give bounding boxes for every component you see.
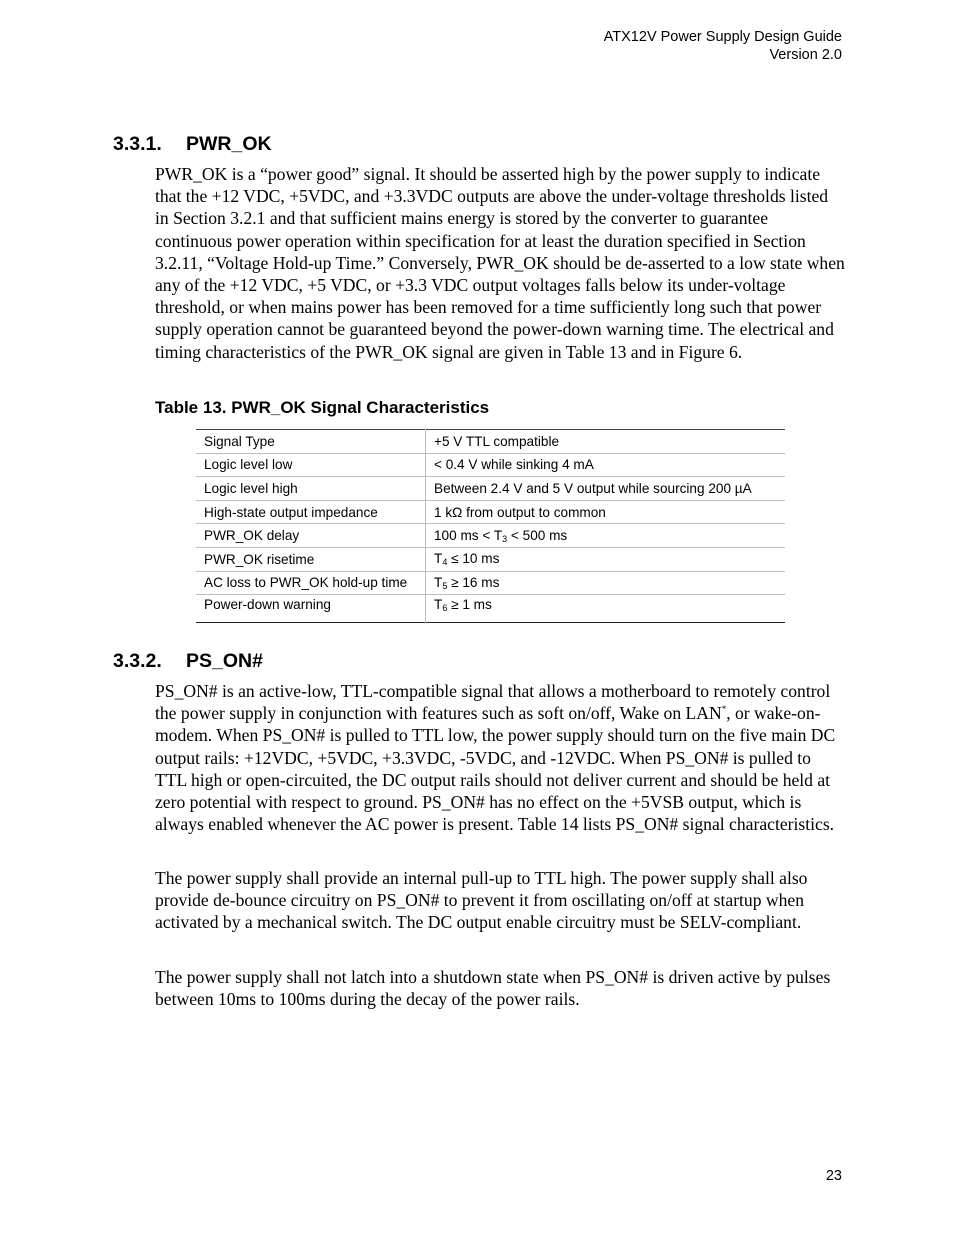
value-text: T [434, 597, 443, 613]
ps-on-paragraph-1 [155, 680, 845, 835]
value-text: ≥ 16 ms [447, 574, 500, 590]
section-number: 3.3.1. [113, 133, 162, 155]
value-text: ≥ 1 ms [447, 597, 492, 613]
value-subscript: 3 [502, 533, 508, 544]
row-label: Signal Type [196, 430, 426, 454]
row-label: PWR_OK delay [196, 524, 426, 548]
row-value: 1 kΩ from output to common [426, 500, 786, 524]
pwr-ok-paragraph: PWR_OK is a “power good” signal. It should be asserted high by the power supply to indicate that the +12 VDC, +5VDC, and +3.3VDC outputs are above the under-voltage thresholds listed in Section 3.2.1 and that sufficient mains energy is stored by the converter to guarantee continuous power operation within specification for at least the duration specified in Section 3.2.11, “Voltage Hold-up Time.” Conversely, PWR_OK should be de-asserted to a low state when any of the +12 VDC, +5 VDC, or +3.3 VDC output voltages falls below its under-voltage threshold, or when mains power has been removed for a time sufficiently long such that power supply operation cannot be guaranteed beyond the power-down warning time. The electrical and timing characteristics of the PWR_OK signal are given in Table 13 and in Figure 6. [155, 164, 845, 362]
section-heading-ps-on [113, 650, 263, 673]
value-text: T [434, 574, 443, 590]
pwr-ok-signal-table [196, 429, 785, 623]
table-row [196, 524, 785, 548]
document-version: Version 2.0 [769, 47, 842, 63]
table-row [196, 547, 785, 571]
row-value: < 0.4 V while sinking 4 mA [426, 453, 786, 477]
value-text: 100 ms < T [434, 527, 503, 543]
table-row [196, 477, 785, 501]
running-header [604, 28, 842, 64]
value-subscript: 5 [442, 580, 448, 591]
value-text: T [434, 551, 443, 567]
section-title: PWR_OK [186, 133, 272, 155]
document-title: ATX12V Power Supply Design Guide [603, 29, 842, 45]
table-caption: Table 13. PWR_OK Signal Characteristics [155, 398, 490, 417]
row-label: High-state output impedance [196, 500, 426, 524]
table-row [196, 571, 785, 595]
row-value [426, 571, 786, 595]
trademark-asterisk: * [721, 704, 727, 715]
row-value [426, 524, 786, 548]
table-row [196, 500, 785, 524]
section-number: 3.3.2. [113, 650, 162, 672]
value-subscript: 6 [442, 603, 448, 614]
row-label: Logic level low [196, 453, 426, 477]
value-text: < 500 ms [507, 527, 568, 543]
row-value [426, 595, 786, 623]
table-row [196, 595, 785, 623]
row-label: Power-down warning [196, 595, 426, 623]
paragraph-text: , or wake-on-modem. When PS_ON# is pulled to TTL low, the power supply should turn on the five main DC output rails: +12VDC, +5VDC, +3.3VDC, -5VDC, and -12VDC. When PS_ON# is pulled to TTL high or open-circuited, the DC output rails should not deliver current and should be held at zero potential with respect to ground. PS_ON# has no effect on the +5VSB output, which is always enabled whenever the AC power is present. Table 14 lists PS_ON# signal characteristics. [155, 703, 836, 835]
row-value [426, 547, 786, 571]
row-value: Between 2.4 V and 5 V output while sourcing 200 µA [426, 477, 786, 501]
row-label: Logic level high [196, 477, 426, 501]
section-title: PS_ON# [186, 650, 263, 672]
ps-on-paragraph-3: The power supply shall not latch into a shutdown state when PS_ON# is driven active by pulses between 10ms to 100ms during the decay of the power rails. [155, 967, 831, 1010]
page-number: 23 [825, 1168, 842, 1184]
row-label: AC loss to PWR_OK hold-up time [196, 571, 426, 595]
table-row [196, 430, 785, 454]
table-row [196, 453, 785, 477]
paragraph-text: PS_ON# is an active-low, TTL-compatible signal that allows a motherboard to remotely control the power supply in conjunction with features such as soft on/off, Wake on LAN [155, 681, 831, 724]
ps-on-paragraph-2: The power supply shall provide an internal pull-up to TTL high. The power supply shall also provide de-bounce circuitry on PS_ON# to prevent it from oscillating on/off at startup when activated by a mechanical switch. The DC output enable circuitry must be SELV-compliant. [155, 868, 808, 933]
row-label: PWR_OK risetime [196, 547, 426, 571]
section-heading-pwr-ok [113, 133, 272, 156]
row-value: +5 V TTL compatible [434, 433, 560, 449]
value-text: ≤ 10 ms [447, 551, 500, 567]
value-subscript: 4 [442, 557, 448, 568]
